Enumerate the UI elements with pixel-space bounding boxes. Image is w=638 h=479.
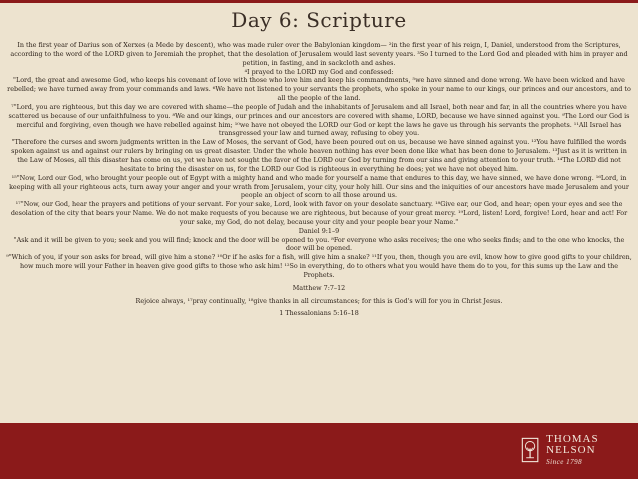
matthew-paragraph-2: ⁹"Which of you, if your son asks for bread, will give him a stone? ¹⁰Or if he asks for a fish, will give him a snake? ¹¹If you, then, though you are evil, know how to give good gifts to your children, how much more will your Father in heaven give good gifts to those who ask him! ¹²So in everything, do to others what you would have them do to you, for this sums up the Law and the Prophets. xyxy=(6,253,632,279)
daniel-paragraph-5: "Therefore the curses and sworn judgments written in the Law of Moses, the servant of God, have been poured out on us, because we have sinned against you. ¹²You have fulfilled the words spoken against us and against our rulers by bringing on us great disaster. Under the whole heaven nothing has ever been done like what has been done to Jerusalem. ¹³Just as it is written in the Law of Moses, all this disaster has come on us, yet we have not sought the favor of the LORD our God by turning from our sins and giving attention to your truth. ¹⁴The LORD did not hesitate to bring the disaster on us, for the LORD our God is righteous in everything he does; yet we have not obeyed him. xyxy=(11,138,627,173)
tree-logo-icon xyxy=(520,433,540,467)
thessalonians-paragraph: Rejoice always, ¹⁷pray continually, ¹⁸give thanks in all circumstances; for this is God's will for you in Christ Jesus. xyxy=(135,296,503,305)
scripture-body xyxy=(6,41,632,318)
publisher-logo xyxy=(520,432,628,468)
matthew-paragraph-1: "Ask and it will be given to you; seek and you will find; knock and the door will be opened to you. ⁸For everyone who asks receives; the one who seeks finds; and to the one who knocks, the door will be opened. xyxy=(13,235,625,253)
top-border xyxy=(0,0,638,3)
daniel-paragraph-2: ⁴I prayed to the LORD my God and confessed: xyxy=(244,67,394,76)
thessalonians-reference: 1 Thessalonians 5:16–18 xyxy=(279,309,359,318)
logo-since: Since 1798 xyxy=(546,457,583,466)
daniel-paragraph-3: "Lord, the great and awesome God, who keeps his covenant of love with those who love him and keep his commandments, ⁵we have sinned and done wrong. We have been wicked and have rebelled; we have turned away from your commands and laws. ⁶We have not listened to your servants the prophets, who spoke in your name to our kings, our princes and our ancestors, and to all the people of the land. xyxy=(7,76,631,103)
daniel-paragraph-4: ⁷"Lord, you are righteous, but this day we are covered with shame—the people of Judah and the inhabitants of Jerusalem and all Israel, both near and far, in all the countries where you have scattered us because of our unfaithfulness to you. ⁸We and our kings, our princes and our ancestors are covered with shame, LORD, because we have sinned against you. ⁹The Lord our God is merciful and forgiving, even though we have rebelled against him; ¹⁰we have not obeyed the LORD our God or kept the laws he gave us through his servants the prophets. ¹¹All Israel has transgressed your law and turned away, refusing to obey you. xyxy=(8,102,630,138)
logo-name: THOMAS NELSON xyxy=(546,432,599,457)
daniel-reference: Daniel 9:1–9 xyxy=(298,226,340,235)
daniel-paragraph-7: ¹⁷"Now, our God, hear the prayers and petitions of your servant. For your sake, Lord, look with favor on your desolate sanctuary. ¹⁸Give ear, our God, and hear; open your eyes and see the desolation of the city that bears your Name. We do not make requests of you because we are righteous, but because of your great mercy. ¹⁹Lord, listen! Lord, forgive! Lord, hear and act! For your sake, my God, do not delay, because your city and your people bear your Name." xyxy=(10,200,628,226)
matthew-reference: Matthew 7:7–12 xyxy=(292,283,346,292)
page-title: Day 6: Scripture xyxy=(231,8,407,32)
daniel-paragraph-1: In the first year of Darius son of Xerxes (a Mede by descent), who was made ruler over the Babylonian kingdom— ²in the first year of his reign, I, Daniel, understood from the Scriptures, according to the word of the LORD given to Jeremiah the prophet, that the desolation of Jerusalem would last seventy years. ³So I turned to the Lord God and pleaded with him in prayer and petition, in fasting, and in sackcloth and ashes. xyxy=(10,41,628,67)
daniel-paragraph-6: ¹⁵"Now, Lord our God, who brought your people out of Egypt with a mighty hand and who made for yourself a name that endures to this day, we have sinned, we have done wrong. ¹⁶Lord, in keeping with all your righteous acts, turn away your anger and your wrath from Jerusalem, your city, your holy hill. Our sins and the iniquities of our ancestors have made Jerusalem and your people an object of scorn to all those around us. xyxy=(9,173,629,200)
